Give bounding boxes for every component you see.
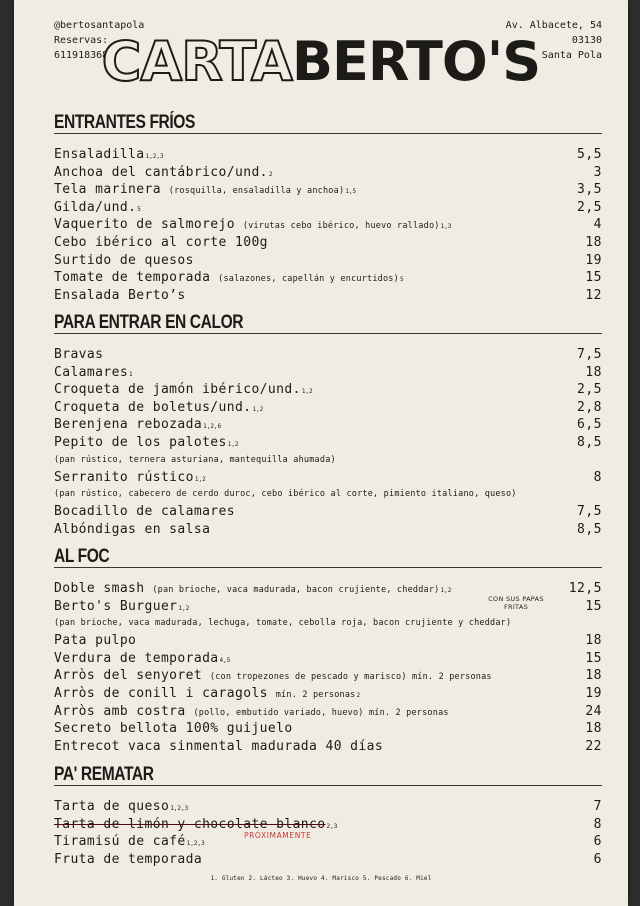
menu-item [54, 469, 602, 487]
section-title: AL FOC [54, 546, 110, 567]
item-name: Secreto bellota 100% guijuelo [54, 721, 293, 737]
item-allergens: 5 [399, 276, 404, 284]
item-note-serranito: (pan rústico, cabecero de cerdo duroc, cebo ibérico al corte, pimiento italiano, queso) [54, 489, 517, 500]
item-allergens: 4,5 [219, 656, 231, 664]
menu-item-text [54, 287, 186, 305]
menu-item [54, 364, 602, 382]
menu-item [54, 287, 602, 305]
address-postcode: 03130 [571, 35, 602, 46]
menu-item [54, 381, 602, 399]
item-price: 5,5 [577, 147, 602, 162]
item-price: 3 [593, 164, 602, 180]
menu-item-text [54, 503, 235, 521]
item-allergens: 2 [268, 170, 273, 178]
section-para-entrar-en-calor [54, 312, 602, 538]
item-allergens: 1,2 [178, 604, 190, 612]
menu-item-text [54, 252, 194, 270]
item-price: 19 [585, 252, 602, 268]
item-allergens: 1,2,3 [186, 840, 205, 848]
item-note-pepito: (pan rústico, ternera asturiana, mantequilla ahumada) [54, 454, 336, 465]
item-name: Croqueta de boletus/und. [54, 399, 252, 415]
item-description: (salazones, capellán y encurtidos) [218, 274, 399, 285]
item-price: 2,5 [577, 382, 602, 398]
item-price: 7 [593, 799, 602, 814]
menu-item-text [54, 720, 293, 738]
item-price: 7,5 [577, 504, 602, 520]
menu-item [54, 816, 602, 834]
item-name: Tarta de queso [54, 799, 170, 814]
item-price: 3,5 [577, 182, 602, 198]
item-price: 8,5 [577, 521, 602, 537]
section-pa-rematar [54, 764, 602, 868]
menu-item-text [54, 851, 202, 869]
item-name: Bocadillo de calamares [54, 504, 235, 520]
menu-item [54, 416, 602, 434]
item-allergens: 2,3 [326, 822, 338, 830]
menu-item [54, 667, 602, 685]
item-name: Fruta de temporada [54, 851, 203, 867]
item-description: (con tropezones de pescado y marisco) mín. 2 personas [209, 672, 492, 683]
item-name: Surtido de quesos [54, 252, 194, 268]
menu-item-text [54, 632, 136, 650]
handwritten-papas-note: CON SUS PAPAS FRITAS [488, 595, 544, 611]
menu-item [54, 833, 602, 851]
item-name: Tela marinera [54, 182, 161, 198]
item-name: Ensaladilla [54, 147, 145, 162]
item-price: 8 [593, 469, 602, 485]
address-street: Av. Albacete, 54 [505, 20, 602, 31]
item-price: 7,5 [577, 347, 602, 362]
menu-item [54, 685, 602, 703]
item-allergens: 1,2 [301, 388, 313, 396]
section-title: ENTRANTES FRÍOS [54, 112, 196, 133]
item-price: 19 [585, 685, 602, 701]
menu-item [54, 399, 602, 417]
item-price: 2,5 [577, 199, 602, 215]
item-name: Tarta de limón y chocolate blanco [54, 816, 326, 832]
item-name: Anchoa del cantábrico/und. [54, 164, 268, 180]
item-name: Bravas [54, 347, 104, 362]
item-allergens: 1,2 [227, 440, 239, 448]
menu-item [54, 216, 602, 234]
item-price: 6 [593, 834, 602, 850]
item-price: 18 [585, 721, 602, 737]
menu-item [54, 434, 602, 452]
item-price: 2,8 [577, 399, 602, 415]
menu-item [54, 234, 602, 252]
menu-item [54, 269, 602, 287]
section-title: PARA ENTRAR EN CALOR [54, 312, 244, 333]
menu-item [54, 164, 602, 182]
menu-item-text [54, 738, 383, 756]
item-price: 8,5 [577, 434, 602, 450]
menu-item [54, 181, 602, 199]
reservas-label: Reservas: [54, 35, 109, 46]
title-carta: CARTA [101, 30, 292, 93]
item-name: Ensalada Berto’s [54, 287, 186, 303]
item-name: Cebo ibérico al corte 100g [54, 234, 268, 250]
item-allergens: 1,2 [252, 405, 264, 413]
item-list [54, 346, 602, 538]
item-allergens: 5 [137, 205, 141, 213]
item-name: Pata pulpo [54, 633, 137, 649]
item-allergens: 2 [356, 691, 361, 699]
item-description: (pollo, embutido variado, huevo) mín. 2 personas [193, 707, 449, 718]
menu-item-text [54, 234, 268, 252]
menu-item-text [54, 521, 210, 539]
item-price: 15 [585, 598, 602, 614]
item-description: (rosquilla, ensaladilla y anchoa) [168, 186, 345, 197]
item-name: Calamares [54, 364, 129, 380]
item-price: 15 [585, 270, 602, 286]
item-name: Croqueta de jamón ibérico/und. [54, 382, 301, 398]
section-entrantes-frios [54, 112, 602, 304]
item-allergens: 1,2 [194, 475, 206, 483]
item-price: 12 [585, 287, 602, 303]
phone-number[interactable]: 611918368 [54, 50, 109, 61]
section-al-foc [54, 546, 602, 755]
item-price: 18 [585, 364, 602, 380]
item-price: 24 [585, 703, 602, 719]
item-list [54, 146, 602, 304]
item-list [54, 798, 602, 868]
menu-item [54, 521, 602, 539]
item-name: Albóndigas en salsa [54, 521, 211, 537]
item-allergens: 1,5 [345, 188, 357, 196]
menu-item [54, 503, 602, 521]
item-price: 4 [593, 217, 602, 233]
item-description: mín. 2 personas [275, 689, 356, 700]
menu-item [54, 720, 602, 738]
item-allergens: 1,2,3 [145, 153, 164, 160]
menu-item [54, 252, 602, 270]
instagram-handle[interactable]: @bertosantapola [54, 20, 145, 31]
menu-item-text [54, 434, 239, 454]
item-name: Doble smash [54, 581, 145, 596]
item-price: 18 [585, 234, 602, 250]
item-name: Tiramisú de café [54, 834, 186, 850]
menu-item [54, 632, 602, 650]
item-name: Serranito rústico [54, 469, 194, 485]
item-price: 12,5 [568, 581, 602, 596]
item-name: Arròs amb costra [54, 703, 186, 719]
item-price: 18 [585, 633, 602, 649]
menu-item [54, 738, 602, 756]
menu-item [54, 703, 602, 721]
menu-sheet [14, 0, 628, 906]
item-description: (pan brioche, vaca madurada, bacon crujiente, cheddar) [152, 585, 440, 595]
item-name: Verdura de temporada [54, 650, 219, 666]
item-description: (virutas cebo ibérico, huevo rallado) [242, 221, 440, 232]
menu-title [14, 32, 628, 92]
item-price: 6 [593, 851, 602, 867]
item-price: 8 [593, 816, 602, 832]
item-name: Berenjena rebozada [54, 417, 203, 433]
item-name: Pepito de los palotes [54, 434, 227, 450]
item-name: Gilda/und. [54, 199, 137, 215]
menu-item [54, 146, 602, 164]
item-name: Entrecot vaca sinmental madurada 40 días [54, 738, 384, 754]
item-allergens: 1,2 [440, 587, 452, 594]
item-price: 15 [585, 650, 602, 666]
handwritten-proximamente-note: PRÓXIMAMENTE [244, 831, 312, 840]
menu-item [54, 199, 602, 217]
item-allergens: 1,2,3 [170, 805, 189, 812]
item-name: Arròs del senyoret [54, 668, 203, 684]
title-bertos: BERTO'S [291, 30, 541, 93]
item-price: 18 [585, 668, 602, 684]
item-allergens: 1,2,6 [203, 423, 222, 431]
menu-item [54, 346, 602, 364]
item-note-burguer: (pan brioche, vaca madurada, lechuga, tomate, cebolla roja, bacon crujiente y cheddar) [54, 618, 512, 629]
item-name: Arròs de conill i caragols [54, 685, 268, 701]
item-price: 6,5 [577, 417, 602, 433]
menu-item-text [54, 346, 103, 364]
allergen-legend: 1. Gluten 2. Lácteo 3. Huevo 4. Marisco 5. Pescado 6. Miel [210, 875, 432, 882]
item-allergens: 1,3 [440, 223, 452, 231]
menu-item [54, 851, 602, 869]
menu-item [54, 798, 602, 816]
address-city: Santa Pola [541, 50, 602, 61]
item-name: Vaquerito de salmorejo [54, 217, 235, 233]
item-name: Tomate de temporada [54, 270, 211, 286]
item-allergens: 1 [129, 370, 133, 378]
section-title: PA' REMATAR [54, 764, 154, 785]
item-name: Berto's Burguer [54, 598, 178, 614]
item-price: 22 [585, 738, 602, 754]
menu-item [54, 650, 602, 668]
item-list [54, 580, 602, 755]
